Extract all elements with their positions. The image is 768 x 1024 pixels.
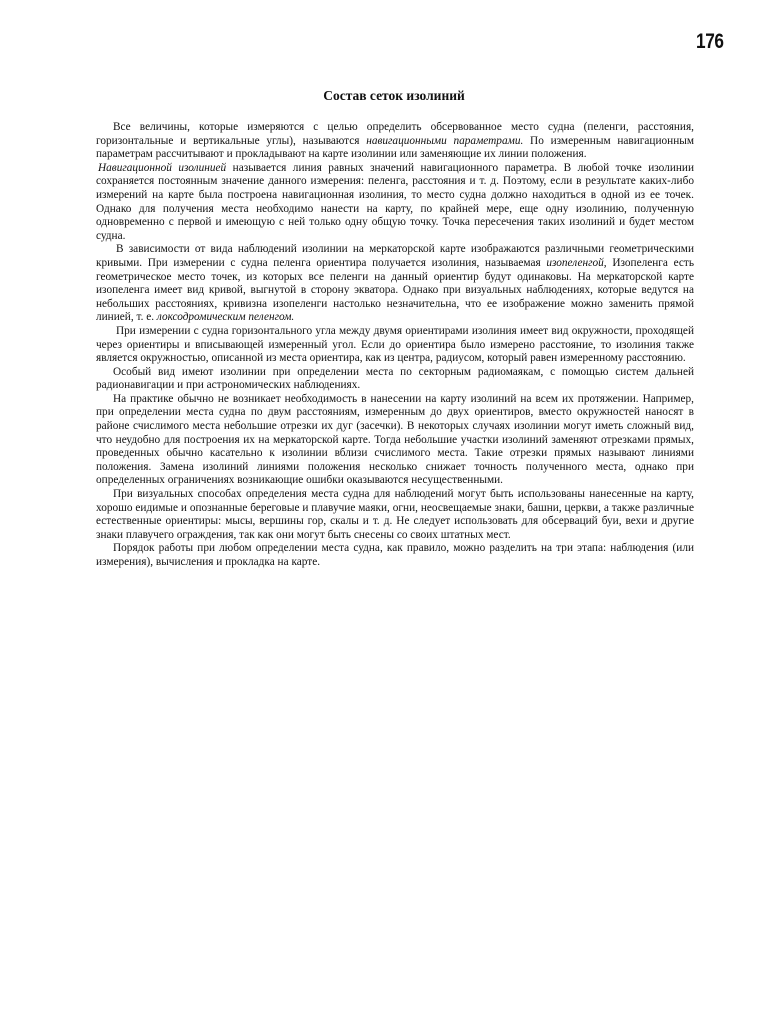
paragraph-navigation-isoline [96,162,694,244]
paragraph-horizontal-angle [96,325,694,366]
paragraph-text: Порядок работы при любом определении места судна, как правило, можно разделить на три этапа: наблюдения (или измерения), вычисления и прокладка на карте. [96,542,694,568]
paragraph-text: Изопеленга есть геометрическое место точек, из которых все пеленги на данный ориентир будут одинаковы. На меркаторской карте изопеленга имеет вид кривой, выгнутой в сторону экватора. Однако при визуальных наблюдениях, которые ведутся на небольших расстояниях, кривизна изопеленги настолько незначительна, что ее изображение можно заменить прямой линией, т. е. [96,256,695,324]
paragraph-text: На практике обычно не возникает необходимость в нанесении на карту изолиний на всем их протяжении. Например, при определении места судна по двум расстояниям, измеренным до двух ориентиров, вместо окружностей наносят в районе счислимого места небольшие отрезки их дуг (засечки). В некоторых случаях изолинии могут иметь сложный вид, что неудобно для построения их на меркаторской карте. Тогда небольшие участки изолиний заменяют отрезками прямых, проведенных обычно касательно к изолинии вблизи счислимого места. Такие отрезки прямых называют линиями положения. Замена изолиний линиями положения несколько снижает точность полученного места, однако при определенных ограничениях возникающие ошибки оказываются несущественными. [96,392,694,487]
paragraph-special-isolines [96,366,694,393]
paragraph-text: По измеренным навигационным параметрам рассчитывают и прокладывают на карте изолинии или заменяющие их линии положения. [96,134,694,161]
page-title: Состав сеток изолиний [323,88,465,103]
paragraph-navigation-parameters [96,121,694,162]
paragraph-isobearing [96,243,694,325]
page-number: 176 [696,30,724,53]
paragraph-text: При визуальных способах определения места судна для наблюдений могут быть использованы нанесенные на карту, хорошо еидимые и опознанные береговые и плавучие маяки, огни, неосвещаемые знаки, башни, церкви, а также различные естественные ориентиры: мысы, вершины гор, скалы и т. д. Не следует использовать для обсерваций буи, вехи и другие знаки плавучего ограждения, так как они могут быть снесены со своих штатных мест. [96,488,694,541]
paragraph-text: Все величины, которые измеряются с целью определить обсервованное место судна (пеленги, расстояния, горизонтальные и вертикальные углы), называются [96,121,694,147]
paragraph-text: В зависимости от вида наблюдений изолинии на меркаторской карте изображаются различными геометрическими кривыми. При измерении с судна пеленга ориентира получается изолиния, называемая [96,243,694,269]
paragraph-text: Особый вид имеют изолинии при определении места по секторным радиомаякам, с помощью систем дальней радионавигации и при астрономических наблюдениях. [96,365,694,392]
paragraph-work-order [96,542,694,569]
term-emphasis: изопеленгой, [546,256,607,269]
term-emphasis: навигационными параметрами. [366,134,524,147]
term-emphasis: Навигационной изолинией [98,161,227,174]
paragraph-practice [96,393,694,488]
term-emphasis: локсодромическим пеленгом. [156,311,295,324]
body-text [96,121,694,570]
paragraph-text: При измерении с судна горизонтального угла между двумя ориентирами изолиния имеет вид окружности, проходящей через ориентиры и вписывающей измеренный угол. Если до ориентира было измерено расстояние, то изолиния также является окружностью, описанной из места ориентира, как из центра, радиусом, который равен измеренному расстоянию. [96,324,694,365]
paragraph-text: называется линия равных значений навигационного параметра. В любой точке изолинии сохраняется постоянным значение данного измерения: пеленга, расстояния и т. д. Поэтому, если в результате каких-либо измерений на карте была построена навигационная изолиния, то место судна должно находиться в одной из ее точек. Однако для получения места необходимо нанести на карту, по крайней мере, еще одну изолинию, полученную одновременно с первой и имеющую с ней только одну общую точку. Точка пересечения таких изолиний и будет местом судна. [96,161,694,242]
paragraph-visual-methods [96,488,694,542]
